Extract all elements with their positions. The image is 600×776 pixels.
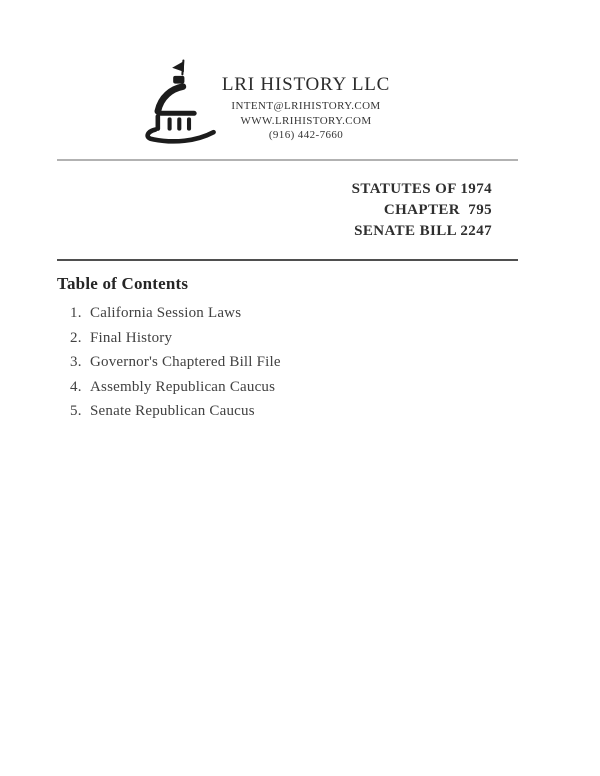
toc-item-label: Senate Republican Caucus [90, 403, 255, 419]
toc-item [70, 306, 390, 321]
toc-item-label: Assembly Republican Caucus [90, 378, 276, 395]
company-website: WWW.LRIHISTORY.COM [240, 114, 372, 127]
statutes-year: STATUTES OF 1974 [351, 181, 492, 197]
toc-item-label: Final History [90, 329, 173, 346]
toc-item-number: 4. [70, 378, 82, 395]
toc-item [70, 331, 390, 346]
company-phone: (916) 442-7660 [268, 129, 344, 141]
toc-item-number: 5. [70, 403, 82, 419]
toc-list [70, 306, 390, 429]
toc-item-label: Governor's Chaptered Bill File [90, 354, 281, 370]
case-info-block [352, 179, 492, 242]
middle-divider [57, 259, 518, 261]
toc-item-label: California Session Laws [90, 305, 242, 321]
toc-item [70, 355, 390, 370]
toc-item [70, 380, 390, 395]
toc-item-number: 1. [70, 305, 82, 321]
top-divider [57, 159, 518, 161]
toc-item-number: 3. [70, 354, 82, 370]
letterhead [191, 74, 421, 143]
company-email: INTENT@LRIHISTORY.COM [231, 100, 381, 112]
bill-number: SENATE BILL 2247 [354, 223, 492, 239]
chapter-number: CHAPTER 795 [383, 202, 492, 218]
toc-heading: Table of Contents [57, 274, 189, 293]
company-name: LRI HISTORY LLC [221, 74, 391, 95]
toc-item-number: 2. [70, 329, 82, 346]
toc-item [70, 404, 390, 419]
